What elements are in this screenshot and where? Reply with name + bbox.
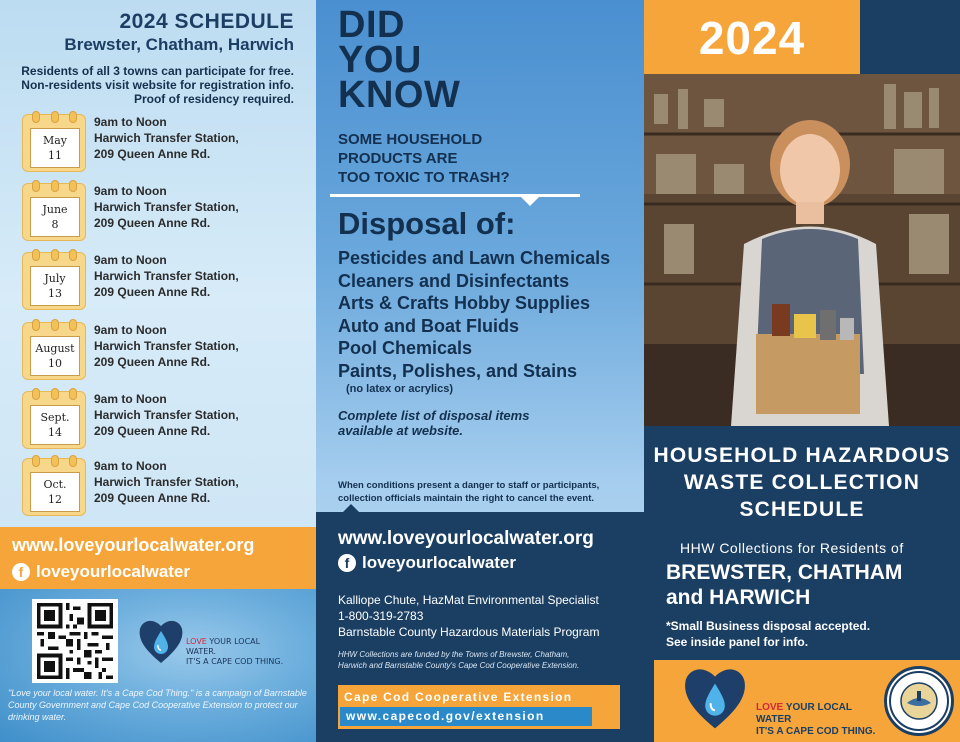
disposal-list <box>338 247 610 382</box>
calendar-icon <box>22 183 86 241</box>
disposal-title: Disposal of: <box>338 206 516 241</box>
heart-drop-icon <box>678 664 752 734</box>
facebook-icon: f <box>12 563 30 581</box>
facebook-link[interactable] <box>338 553 516 573</box>
campaign-quote: "Love your local water. It's a Cape Cod Thing." is a campaign of Barnstable County Government and Cape Cod Cooperative Extension to protect our drinking water. <box>8 688 307 722</box>
calendar-icon <box>22 114 86 172</box>
funding-line: Harwich and Barnstable County's Cape Cod Cooperative Extension. <box>338 661 580 670</box>
disposal-item: Arts & Crafts Hobby Supplies <box>338 293 591 313</box>
event-time: 9am to Noon <box>94 184 167 198</box>
event-day: 8 <box>51 218 59 231</box>
water-footer <box>0 589 316 742</box>
warning-line: collection officials maintain the right to cancel the event. <box>338 493 595 504</box>
love-your-local-water-logo <box>678 664 878 740</box>
disposal-item: Paints, Polishes, and Stains <box>338 360 578 381</box>
event-time: 9am to Noon <box>94 392 167 406</box>
schedule-towns: Brewster, Chatham, Harwich <box>64 35 294 54</box>
contact-info <box>338 592 599 640</box>
event-place: Harwich Transfer Station, <box>94 200 239 214</box>
calendar-icon <box>22 252 86 310</box>
event-item <box>22 391 302 453</box>
schedule-header <box>64 10 294 55</box>
extension-name: Cape Cod Cooperative Extension <box>344 690 573 704</box>
heart-drop-icon <box>138 617 184 667</box>
schedule-panel <box>0 0 316 742</box>
small-business-line: See inside panel for info. <box>666 635 809 649</box>
residency-note-line: Proof of residency required. <box>133 92 294 106</box>
event-place: Harwich Transfer Station, <box>94 339 239 353</box>
event-month: June <box>42 203 68 216</box>
event-day: 10 <box>48 357 62 370</box>
event-month: Oct. <box>43 478 67 491</box>
event-item <box>22 322 302 384</box>
event-month: August <box>35 342 75 355</box>
facebook-handle: loveyourlocalwater <box>362 553 517 572</box>
love-your-local-water-logo <box>138 617 288 677</box>
event-place: Harwich Transfer Station, <box>94 269 239 283</box>
small-business-note <box>666 618 870 650</box>
towns-line: and HARWICH <box>666 586 811 609</box>
complete-line: Complete list of disposal items <box>338 408 530 423</box>
residency-note <box>21 64 294 106</box>
cover-year: 2024 <box>644 0 860 74</box>
cancellation-warning <box>338 479 599 505</box>
logo-line1: YOUR LOCAL WATER. <box>186 637 261 656</box>
disposal-item: Auto and Boat Fluids <box>338 315 519 336</box>
facebook-link[interactable] <box>12 562 190 582</box>
headline-line: KNOW <box>338 74 461 116</box>
residency-note-line: Residents of all 3 towns can participate for free. <box>21 64 294 78</box>
disposal-item: Pesticides and Lawn Chemicals <box>338 248 611 268</box>
event-month: May <box>42 134 68 147</box>
event-place: Harwich Transfer Station, <box>94 408 239 422</box>
event-time: 9am to Noon <box>94 459 167 473</box>
event-month: July <box>44 272 66 285</box>
logo-line2: IT'S A CAPE COD THING. <box>186 657 284 666</box>
event-time: 9am to Noon <box>94 323 167 337</box>
event-item <box>22 252 302 314</box>
cover-photo <box>644 74 960 426</box>
complete-list-note <box>338 408 529 438</box>
section-notch <box>342 504 360 513</box>
towns-line: BREWSTER, CHATHAM <box>666 561 903 584</box>
event-address: 209 Queen Anne Rd. <box>94 355 211 369</box>
calendar-icon <box>22 322 86 380</box>
event-time: 9am to Noon <box>94 115 167 129</box>
logo-line2: IT'S A CAPE COD THING. <box>756 726 876 737</box>
event-place: Harwich Transfer Station, <box>94 131 239 145</box>
website-banner <box>0 527 316 589</box>
cover-subtitle: HHW Collections for Residents of <box>680 540 904 556</box>
event-address: 209 Queen Anne Rd. <box>94 491 211 505</box>
divider <box>330 194 580 197</box>
cover-title-line: HOUSEHOLD HAZARDOUS <box>653 444 951 467</box>
event-day: 13 <box>48 287 62 300</box>
event-item <box>22 114 302 176</box>
qr-code[interactable] <box>32 599 118 683</box>
subheading-line: PRODUCTS ARE <box>338 150 458 167</box>
funding-line: HHW Collections are funded by the Towns of Brewster, Chatham, <box>338 650 570 659</box>
disposal-note: (no latex or acrylics) <box>346 383 453 395</box>
warning-line: When conditions present a danger to staff or participants, <box>338 480 600 491</box>
website-link[interactable]: www.loveyourlocalwater.org <box>338 528 594 549</box>
event-time: 9am to Noon <box>94 253 167 267</box>
event-item <box>22 458 302 520</box>
disposal-item: Pool Chemicals <box>338 338 473 358</box>
divider-notch <box>521 197 539 206</box>
cover-title-line: SCHEDULE <box>739 498 865 521</box>
residency-note-line: Non-residents visit website for registration info. <box>21 78 294 92</box>
cover-panel <box>644 0 960 742</box>
subheading-line: SOME HOUSEHOLD <box>338 131 483 148</box>
logo-love-text: LOVE <box>186 637 207 646</box>
event-day: 12 <box>48 493 62 506</box>
small-business-line: *Small Business disposal accepted. <box>666 619 871 633</box>
extension-banner <box>338 685 620 729</box>
event-address: 209 Queen Anne Rd. <box>94 285 211 299</box>
info-panel <box>316 0 644 742</box>
toxic-subheading <box>338 130 510 187</box>
event-day: 14 <box>48 426 62 439</box>
county-seal-icon <box>884 666 954 736</box>
complete-line: available at website. <box>338 423 464 438</box>
schedule-title: 2024 SCHEDULE <box>119 10 294 33</box>
calendar-icon <box>22 458 86 516</box>
contact-name: Kalliope Chute, HazMat Environmental Specialist <box>338 593 599 607</box>
facebook-handle: loveyourlocalwater <box>36 562 191 581</box>
disposal-item: Cleaners and Disinfectants <box>338 270 570 291</box>
calendar-icon <box>22 391 86 449</box>
event-day: 11 <box>48 149 62 162</box>
logo-love-text: LOVE <box>756 702 784 713</box>
event-place: Harwich Transfer Station, <box>94 475 239 489</box>
logo-banner <box>654 660 960 742</box>
event-address: 209 Queen Anne Rd. <box>94 216 211 230</box>
facebook-icon: f <box>338 554 356 572</box>
contact-phone[interactable]: 1-800-319-2783 <box>338 609 424 623</box>
event-item <box>22 183 302 245</box>
contact-section <box>316 512 644 742</box>
event-address: 209 Queen Anne Rd. <box>94 424 211 438</box>
funding-note <box>338 649 638 671</box>
headline-line: DID <box>338 4 405 46</box>
subheading-line: TOO TOXIC TO TRASH? <box>338 169 510 186</box>
cover-title <box>644 442 960 523</box>
did-you-know-headline <box>338 4 461 116</box>
headline-line: YOU <box>338 39 422 81</box>
cover-towns <box>666 560 902 610</box>
logo-line1: YOUR LOCAL WATER <box>756 702 852 725</box>
extension-link[interactable]: www.capecod.gov/extension <box>340 707 592 726</box>
event-month: Sept. <box>40 411 70 424</box>
contact-program: Barnstable County Hazardous Materials Program <box>338 625 600 639</box>
cover-title-line: WASTE COLLECTION <box>683 471 921 494</box>
event-address: 209 Queen Anne Rd. <box>94 147 211 161</box>
website-link[interactable]: www.loveyourlocalwater.org <box>12 535 255 555</box>
